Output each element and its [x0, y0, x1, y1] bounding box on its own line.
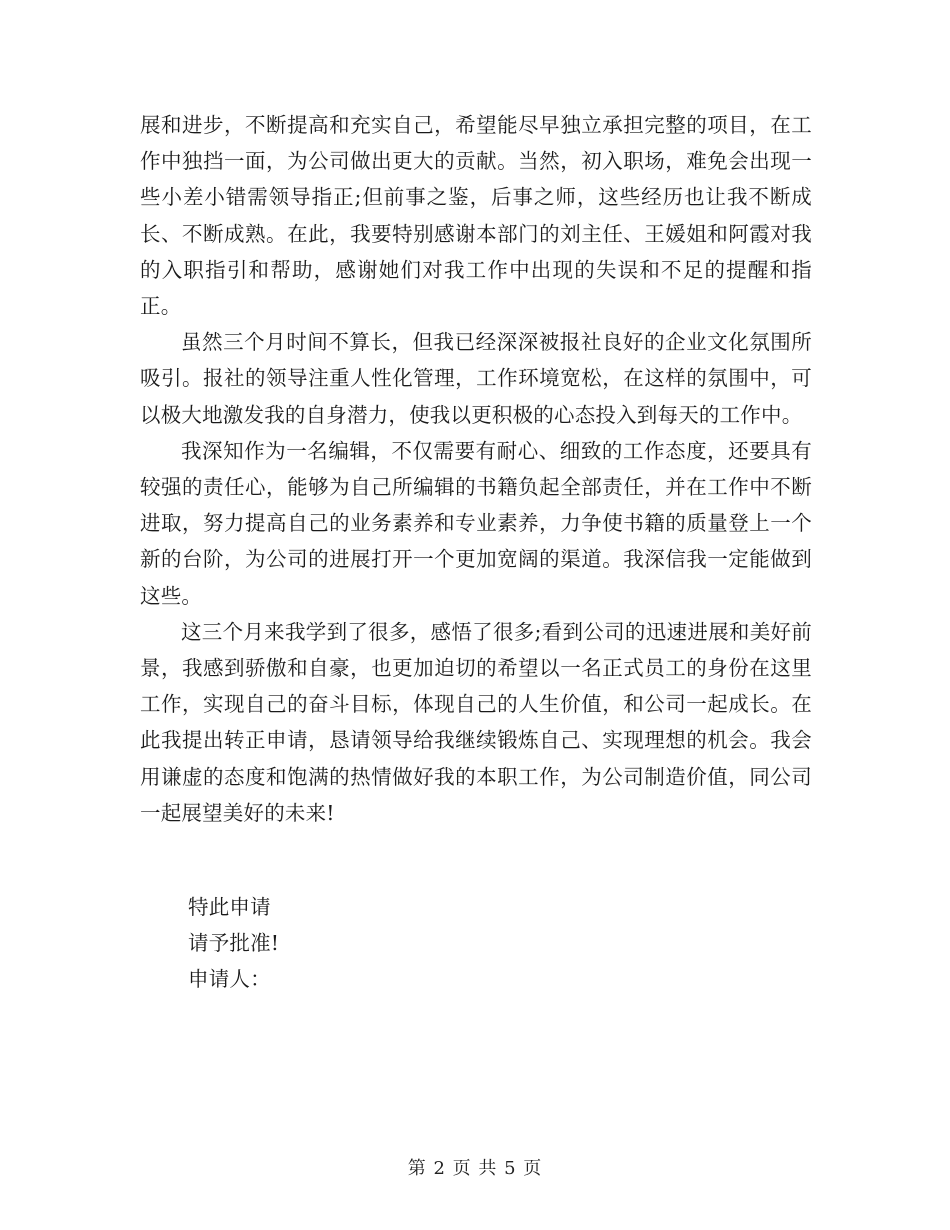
- paragraph-application: 这三个月来我学到了很多，感悟了很多;看到公司的迅速进展和美好前景，我感到骄傲和自豪，也更加迫切的希望以一名正式员工的身份在这里工作，实现自己的奋斗目标，体现自己的人生价值，和公司一起成长。在此我提出转正申请，恳请领导给我继续锻炼自己、实现理想的机会。我会用谦虚的态度和饱满的热情做好我的本职工作，为公司制造价值，同公司一起展望美好的未来!: [140, 619, 812, 825]
- paragraph-editor-responsibility: 我深知作为一名编辑，不仅需要有耐心、细致的工作态度，还要具有较强的责任心，能够为自己所编辑的书籍负起全部责任，并在工作中不断进取，努力提高自己的业务素养和专业素养，力争使书籍的质量登上一个新的台阶，为公司的进展打开一个更加宽阔的渠道。我深信我一定能做到这些。: [140, 438, 812, 608]
- paragraph-company-culture: 虽然三个月时间不算长，但我已经深深被报社良好的企业文化氛围所吸引。报社的领导注重人性化管理，工作环境宽松，在这样的氛围中，可以极大地激发我的自身潜力，使我以更积极的心态投入到每天的工作中。: [140, 330, 812, 427]
- closing-applicant-line: 申请人：: [188, 967, 271, 992]
- letter-body: [140, 107, 812, 831]
- paragraph-continued: 展和进步，不断提高和充实自己，希望能尽早独立承担完整的项目，在工作中独挡一面，为公司做出更大的贡献。当然，初入职场，难免会出现一些小差小错需领导指正;但前事之鉴，后事之师，这些经历也让我不断成长、不断成熟。在此，我要特别感谢本部门的刘主任、王媛姐和阿霞对我的入职指引和帮助，感谢她们对我工作中出现的失误和不足的提醒和指正。: [140, 113, 812, 319]
- page-number-footer: 第 2 页 共 5 页: [407, 1158, 543, 1179]
- closing-request-line: 特此申请: [188, 895, 271, 919]
- closing-approval-line: 请予批准!: [188, 931, 280, 956]
- letter-closing: [188, 889, 279, 998]
